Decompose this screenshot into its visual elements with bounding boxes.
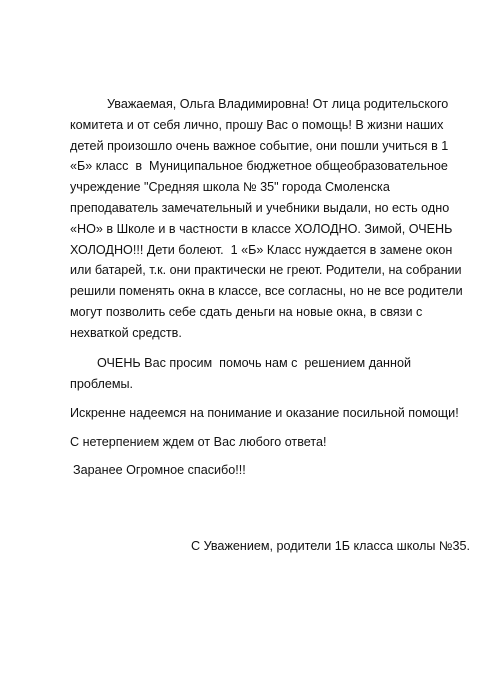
- text-line: детей произошло очень важное событие, они пошли учиться в 1: [70, 139, 449, 153]
- text-line: или батарей, т.к. они практически не греют. Родители, на собрании: [70, 263, 462, 277]
- text-line: ОЧЕНЬ Вас просим помочь нам с решением данной: [97, 356, 411, 370]
- paragraph-hope: Искренне надеемся на понимание и оказание посильной помощи!: [70, 406, 459, 420]
- paragraph-thanks: Заранее Огромное спасибо!!!: [73, 463, 246, 477]
- text-line: «Б» класс в Муниципальное бюджетное общеобразовательное: [70, 159, 448, 173]
- text-line: проблемы.: [70, 377, 134, 391]
- paragraph-awaiting: С нетерпением ждем от Вас любого ответа!: [70, 435, 327, 449]
- text-line: преподаватель замечательный и учебники выдали, но есть одно: [70, 201, 450, 215]
- signature: С Уважением, родители 1Б класса школы №35.: [191, 539, 470, 553]
- text-line: Уважаемая, Ольга Владимировна! От лица родительского: [107, 97, 449, 111]
- text-line: учреждение "Средняя школа № 35" города Смоленска: [70, 180, 390, 194]
- text-line: нехваткой средств.: [70, 326, 182, 340]
- text-line: могут позволить себе сдать деньги на новые окна, в связи с: [70, 305, 423, 319]
- text-line: «НО» в Школе и в частности в классе ХОЛОДНО. Зимой, ОЧЕНЬ: [70, 222, 453, 236]
- text-line: комитета и от себя лично, прошу Вас о помощь! В жизни наших: [70, 118, 444, 132]
- text-line: ХОЛОДНО!!! Дети болеют. 1 «Б» Класс нуждается в замене окон: [70, 243, 453, 257]
- text-line: решили поменять окна в классе, все согласны, но не все родители: [70, 284, 463, 298]
